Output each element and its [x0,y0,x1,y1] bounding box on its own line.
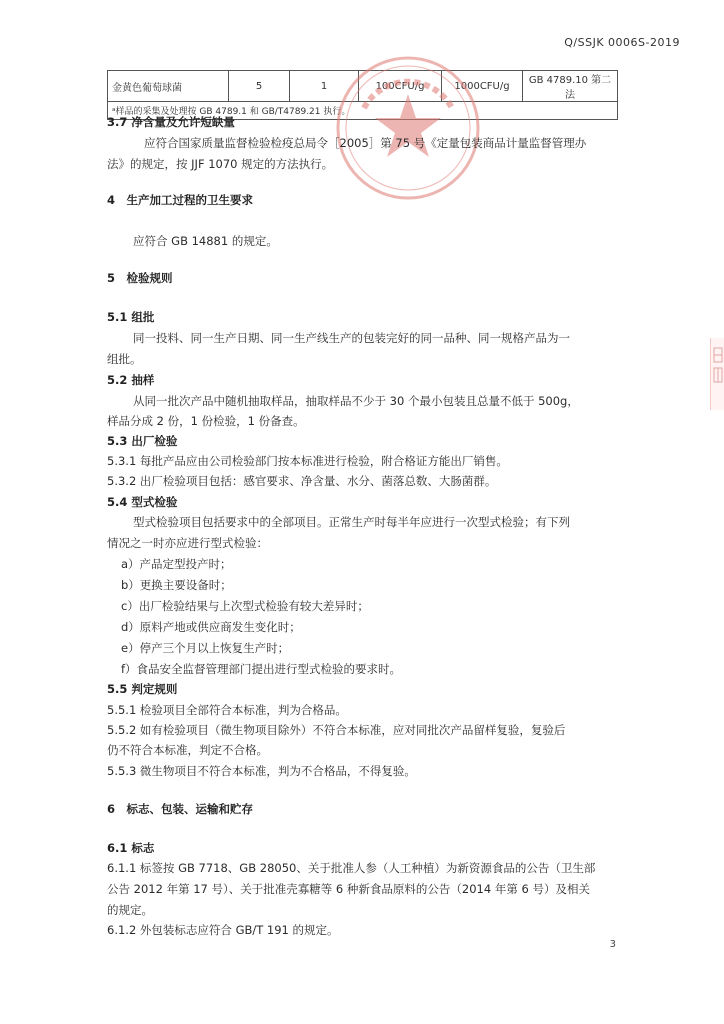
table-cell: 100CFU/g [359,71,442,102]
table-cell: 5 [229,71,290,102]
list-item: f）食品安全监督管理部门提出进行型式检验的要求时。 [121,662,402,676]
list-item: 5.3.2 出厂检验项目包括：感官要求、净含量、水分、菌落总数、大肠菌群。 [107,474,497,488]
list-item: a）产品定型投产时； [121,557,232,571]
list-item: e）停产三个月以上恢复生产时； [121,641,290,655]
paragraph-line: 仍不符合本标准，判定不合格。 [107,743,268,757]
paragraph-line: 公告 2012 年第 17 号）、关于批准壳寡糖等 6 种新食品原料的公告（2014 年第 6 号）及相关 [107,882,590,896]
section-heading: 6.1 标志 [107,841,155,855]
list-item: 5.5.1 检验项目全部符合本标准，判为合格品。 [107,703,347,717]
section-heading: 5.2 抽样 [107,373,155,387]
list-item: 5.3.1 每批产品应由公司检验部门按本标准进行检验，附合格证方能出厂销售。 [107,454,508,468]
table-footnote: ᵃ样品的采集及处理按 GB 4789.1 和 GB/T4789.21 执行。 [108,102,618,120]
section-heading: 3.7 净含量及允许短缺量 [107,115,235,129]
paragraph-line: 同一投料、同一生产日期、同一生产线生产的包装完好的同一品种、同一规格产品为一 [133,331,570,345]
seal-fragment-icon [712,346,724,400]
paragraph-line: 应符合 GB 14881 的规定。 [133,234,278,248]
document-code: Q/SSJK 0006S-2019 [564,36,680,49]
table-cell: 1000CFU/g [442,71,523,102]
paragraph-line: 型式检验项目包括要求中的全部项目。正常生产时每半年应进行一次型式检验；有下列 [133,515,570,529]
section-heading: 5.4 型式检验 [107,495,178,509]
list-item: 5.5.2 如有检验项目（微生物项目除外）不符合本标准，应对同批次产品留样复验，复验后 [107,723,566,737]
table-cell: 金黄色葡萄球菌 [108,71,229,102]
page-number: 3 [609,939,616,950]
paragraph-line: 情况之一时亦应进行型式检验： [107,536,268,550]
paragraph-line: 样品分成 2 份，1 份检验，1 份备查。 [107,414,305,428]
table-cell: 1 [290,71,359,102]
section-heading: 5.5 判定规则 [107,682,178,696]
list-item: d）原料产地或供应商发生变化时； [121,620,301,634]
section-heading: 5.3 出厂检验 [107,434,178,448]
chapter-heading: 5 检验规则 [107,271,173,285]
company-seal-icon [334,54,482,202]
paragraph-line: 组批。 [107,352,142,366]
list-item: c）出厂检验结果与上次型式检验有较大差异时； [121,599,369,613]
table-cell: GB 4789.10 第二法 [523,71,618,102]
list-item: 6.1.2 外包装标志应符合 GB/T 191 的规定。 [107,923,339,937]
list-item: 6.1.1 标签按 GB 7718、GB 28050、关于批准人参（人工种植）为新资源食品的公告（卫生部 [107,861,596,875]
chapter-heading: 4 生产加工过程的卫生要求 [107,193,254,207]
paragraph-line: 的规定。 [107,903,153,917]
list-item: 5.5.3 微生物项目不符合本标准，判为不合格品，不得复验。 [107,764,416,778]
paragraph-line: 应符合国家质量监督检验检疫总局令［2005］第 75 号《定量包装商品计量监督管理办 [144,136,587,150]
section-heading: 5.1 组批 [107,310,155,324]
list-item: b）更换主要设备时； [121,578,232,592]
paragraph-line: 从同一批次产品中随机抽取样品，抽取样品不少于 30 个最小包装且总量不低于 500g， [133,394,579,408]
chapter-heading: 6 标志、包装、运输和贮存 [107,802,254,816]
paragraph-line: 法》的规定，按 JJF 1070 规定的方法执行。 [107,157,334,171]
edge-seal-fragment [710,338,724,410]
